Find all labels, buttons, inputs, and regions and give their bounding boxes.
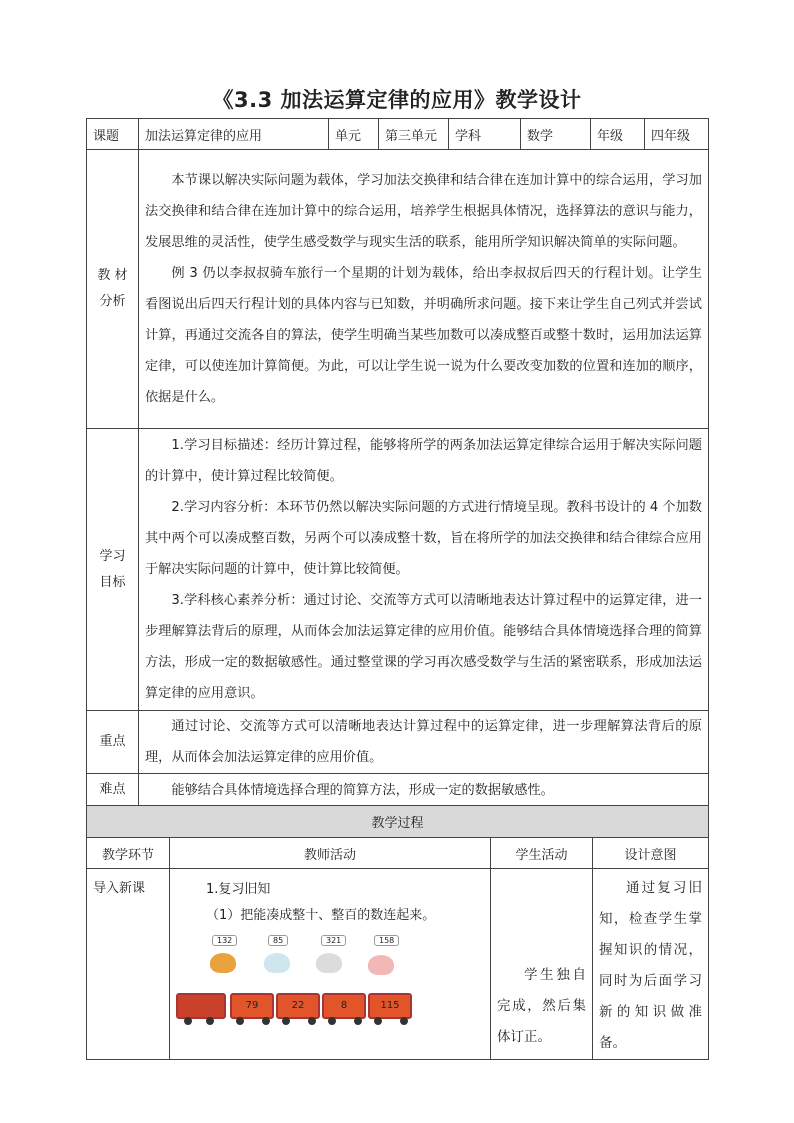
intro-row [87,869,709,1060]
process-column-headers [87,838,709,869]
col-teacher: 教师活动 [170,838,491,869]
wheel-icon [374,1017,382,1025]
difficulty-row [87,774,709,807]
wheel-icon [328,1017,336,1025]
locomotive-icon [176,993,226,1019]
rooster-icon [210,953,236,973]
animal-tag: 132 [212,935,237,946]
topic-label: 课题 [87,119,139,150]
goals-label: 学习 目标 [87,429,139,711]
key-text: 通过讨论、交流等方式可以清晰地表达计算过程中的运算定律，进一步理解算法背后的原理，从而体会加法运算定律的应用价值。 [145,719,702,765]
col-student: 学生活动 [491,838,593,869]
key-row [87,711,709,774]
difficulty-label: 难点 [87,774,139,807]
goals-paragraph-2: 2.学习内容分析：本环节仍然以解决实际问题的方式进行情境呈现。教科书设计的 4 个加数其中两个可以凑成整百数，另两个可以凑成整十数，旨在将所学的加法交换律和结合律综合应用于解决实际问题的计算中，使计算比较简便。 [145,500,702,577]
wheel-icon [400,1017,408,1025]
wheel-icon [282,1017,290,1025]
unit-value: 第三单元 [379,119,449,150]
analysis-paragraph-2: 例 3 仍以李叔叔骑车旅行一个星期的计划为载体，给出李叔叔后四天的行程计划。让学生看图说出后四天行程计划的具体内容与已知数，并明确所求问题。接下来让学生自己列式并尝试计算，再通过交流各自的算法，使学生明确当某些加数可以凑成整百或整十数时，运用加法运算定律，可以使连加计算简便。为此，可以让学生说一说为什么要改变加数的位置和连加的顺序，依据是什么。 [145,266,702,405]
animal-tag: 158 [374,935,399,946]
teacher-step: 1.复习旧知 [206,882,271,897]
train-car: 8 [322,993,366,1019]
train-car: 115 [368,993,412,1019]
design-intent: 通过复习旧知，检查学生掌握知识的情况，同时为后面学习新的知识做准备。 [599,880,703,1051]
col-stage: 教学环节 [87,838,170,869]
document-title: 《3.3 加法运算定律的应用》教学设计 [212,88,582,112]
process-table [86,805,709,1060]
difficulty-text: 能够结合具体情境选择合理的简算方法，形成一定的数据敏感性。 [171,782,554,798]
student-activity: 学生独自完成，然后集体订正。 [497,967,586,1045]
wheel-icon [262,1017,270,1025]
train-car: 79 [230,993,274,1019]
process-heading-row [87,806,709,838]
goals-paragraph-3: 3.学科核心素养分析：通过讨论、交流等方式可以清晰地表达计算过程中的运算定律，进一步理解算法背后的原理，从而体会加法运算定律的应用价值。能够结合具体情境选择合理的简算方法，形成一定的数据敏感性。通过整堂课的学习再次感受数学与生活的紧密联系，形成加法运算定律的应用意识。 [145,593,702,701]
goat-icon [316,953,342,973]
unit-label: 单元 [329,119,379,150]
goals-paragraph-1: 1.学习目标描述：经历计算过程，能够将所学的两条加法运算定律综合运用于解决实际问题的计算中，使计算过程比较简便。 [145,438,702,484]
topic-value: 加法运算定律的应用 [139,119,329,150]
wheel-icon [206,1017,214,1025]
process-heading: 教学过程 [87,806,709,838]
header-row [87,119,709,150]
teacher-task: （1）把能凑成整十、整百的数连起来。 [206,908,436,923]
col-intent: 设计意图 [593,838,709,869]
grade-label: 年级 [591,119,645,150]
wheel-icon [354,1017,362,1025]
stage-cell: 导入新课 [87,869,170,1060]
wheel-icon [308,1017,316,1025]
wheel-icon [236,1017,244,1025]
animal-tag: 85 [268,935,288,946]
analysis-label: 教 材 分析 [87,150,139,429]
pig-icon [368,955,394,975]
grade-value: 四年级 [645,119,709,150]
train-illustration [206,933,480,1029]
goals-row [87,429,709,711]
rabbit-icon [264,953,290,973]
key-label: 重点 [87,711,139,774]
wheel-icon [184,1017,192,1025]
subject-label: 学科 [449,119,521,150]
analysis-row [87,150,709,429]
animal-tag: 321 [321,935,346,946]
subject-value: 数学 [521,119,591,150]
analysis-paragraph-1: 本节课以解决实际问题为载体，学习加法交换律和结合律在连加计算中的综合运用，学习加法交换律和结合律在连加计算中的综合运用，培养学生根据具体情况，选择算法的意识与能力，发展思维的灵活性，使学生感受数学与现实生活的联系，能用所学知识解决简单的实际问题。 [145,173,702,250]
train-car: 22 [276,993,320,1019]
lesson-info-table [86,118,709,807]
